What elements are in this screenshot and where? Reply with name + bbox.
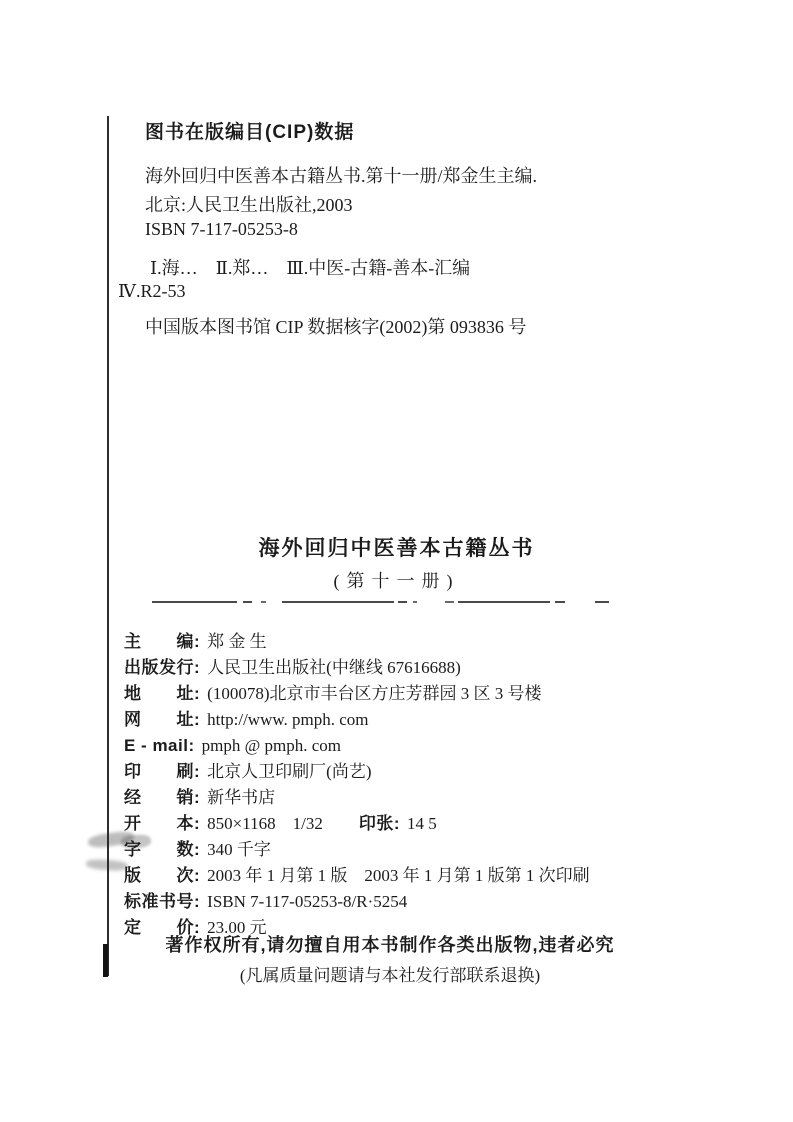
colophon-label-2: 印张: (358, 814, 401, 833)
colophon-row (124, 863, 590, 889)
copyright-notice: 著作权所有,请勿擅自用本书制作各类出版物,违者必究 (165, 935, 615, 955)
colophon-label: 版 次: (124, 866, 201, 885)
colophon-label: 标准书号: (124, 892, 201, 911)
colophon-row (124, 681, 590, 707)
cip-entry-line-2: 北京:人民卫生出版社,2003 (145, 195, 353, 215)
colophon-row (124, 629, 590, 655)
cip-entry-line-1: 海外回归中医善本古籍丛书.第十一册/郑金生主编. (145, 166, 537, 186)
colophon-row (124, 707, 590, 733)
colophon-row (124, 785, 590, 811)
colophon-value-2: 14 5 (407, 814, 437, 833)
colophon-value: ISBN 7-117-05253-8/R·5254 (207, 892, 408, 911)
cip-heading: 图书在版编目(CIP)数据 (145, 122, 355, 143)
colophon-value: 340 千字 (207, 840, 271, 859)
colophon-row (124, 837, 590, 863)
quality-notice: (凡属质量问题请与本社发行部联系退换) (239, 966, 541, 985)
colophon-label: 印 刷: (124, 762, 201, 781)
colophon-label: 地 址: (124, 684, 201, 703)
separator-line (152, 601, 672, 604)
colophon-value: 新华书店 (207, 788, 276, 807)
colophon-value: 850×1168 1/32 (207, 814, 323, 833)
colophon-label: 字 数: (124, 840, 201, 859)
cip-registry-line: 中国版本图书馆 CIP 数据核字(2002)第 093836 号 (145, 317, 527, 337)
colophon-label: 网 址: (124, 710, 201, 729)
cip-isbn-line: ISBN 7-117-05253-8 (145, 219, 298, 239)
colophon-value: 2003 年 1 月第 1 版 2003 年 1 月第 1 版第 1 次印刷 (207, 866, 590, 885)
colophon-label: 主 编: (124, 632, 201, 651)
cip-classification-line-2: Ⅳ.R2-53 (118, 281, 186, 301)
colophon-label: 定 价: (124, 918, 201, 937)
colophon-value: 北京人卫印刷厂(尚艺) (207, 762, 372, 781)
series-title: 海外回归中医善本古籍丛书 (258, 537, 535, 560)
colophon-label: 经 销: (124, 788, 201, 807)
colophon-row (124, 759, 590, 785)
colophon-row (124, 655, 590, 681)
volume-subtitle: (第十一册) (333, 571, 460, 591)
colophon-value: 23.00 元 (207, 918, 267, 937)
scan-smudge (86, 859, 129, 872)
colophon-row (124, 889, 590, 915)
colophon-label: 出版发行: (124, 658, 201, 677)
colophon-value: 人民卫生出版社(中继线 67616688) (207, 658, 461, 677)
colophon-row (124, 811, 590, 837)
colophon-table (124, 629, 590, 941)
colophon-value: pmph @ pmph. com (201, 736, 341, 755)
colophon-label: E - mail: (124, 736, 195, 755)
colophon-value: http://www. pmph. com (207, 710, 369, 729)
cip-classification-line-1: Ⅰ.海… Ⅱ.郑… Ⅲ.中医-古籍-善本-汇编 (150, 258, 471, 278)
colophon-label: 开 本: (124, 814, 201, 833)
colophon-value: (100078)北京市丰台区方庄芳群园 3 区 3 号楼 (207, 684, 542, 703)
colophon-row (124, 733, 590, 759)
colophon-value: 郑 金 生 (207, 632, 267, 651)
